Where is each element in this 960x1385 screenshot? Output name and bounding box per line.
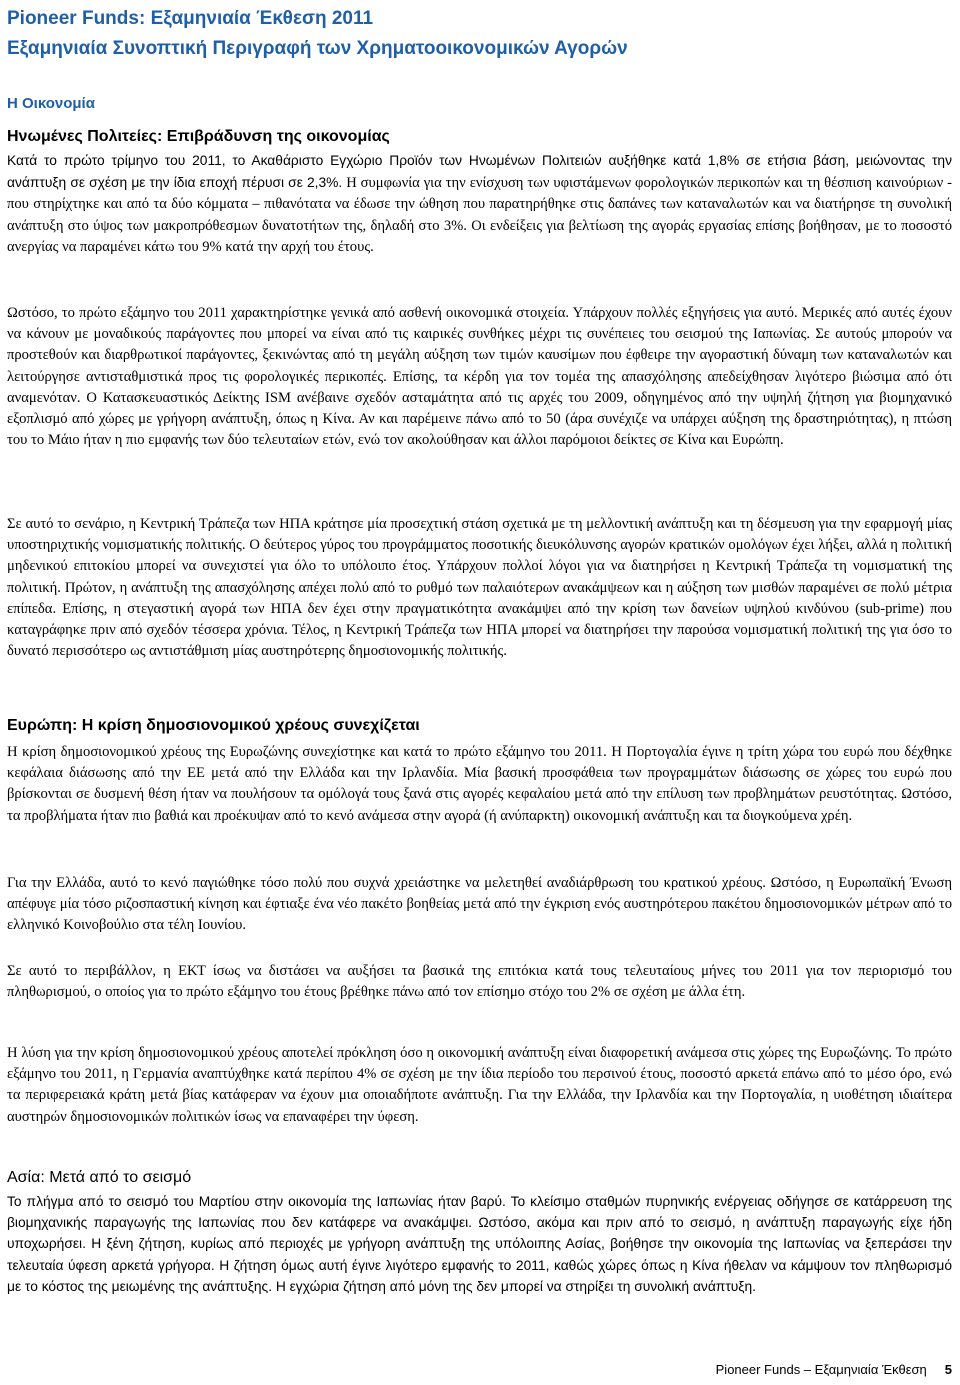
report-subtitle: Εξαμηνιαία Συνοπτική Περιγραφή των Χρηματοοικονομικών Αγορών	[7, 38, 628, 59]
usa-paragraph-2: Ωστόσο, το πρώτο εξάμηνο του 2011 χαρακτηρίστηκε γενικά από ασθενή οικονομικά στοιχεία. Υπάρχουν πολλές εξηγήσεις για αυτό. Μερικές από αυτές έχουν να κάνουν με μοναδικούς παράγοντες που μπορεί να είναι από τις καιρικές συνθήκες μέχρι τις συνέπειες του σεισμού της Ιαπωνίας. Σε αυτούς μπορούν να προστεθούν και διαρθρωτικοί παράγοντες, ξεκινώντας από τη μεγάλη αύξηση των τιμών καυσίμων που έφθειρε την αγοραστική δύναμη των καταναλωτών και λειτούργησε αντισταθμιστικά προς τις φορολογικές περικοπές. Επίσης, τα κέρδη για τον τομέα της απασχόλησης απεδείχθησαν λιγότερο βιώσιμα από ότι αναμενόταν. Ο Κατασκευαστικός Δείκτης ISM ανέβαινε σχεδόν ασταμάτητα από τις αρχές του 2009, οδηγημένος από την υψηλή ζήτηση για βιομηχανικό εξοπλισμό από χώρες με γρήγορη ανάπτυξη, όπως η Κίνα. Αν και παρέμεινε πάνω από το 50 (άρα συνέχιζε να υπάρχει αύξηση της δραστηριότητας), η πτώση του το Μάιο ήταν η πιο εμφανής των δύο τελευταίων ετών, ενώ τον ακολούθησαν και άλλοι παρόμοιοι δείκτες σε Κίνα και Ευρώπη.	[7, 305, 952, 449]
asia-paragraph-1: Το πλήγμα από το σεισμό του Μαρτίου στην οικονομία της Ιαπωνίας ήταν βαρύ. Το κλείσιμο σταθμών πυρηνικής ενέργειας οδήγησε σε κατάρρευση της βιομηχανικής παραγωγής της Ιαπωνίας που δεν κατάφερε να ανακάμψει. Ωστόσο, ακόμα και πριν από το σεισμό, η ανάπτυξη παραγωγής είχε ήδη υποχωρήσει. Η ξένη ζήτηση, κυρίως από περιοχές με γρήγορη ανάπτυξη της υπόλοιπης Ασίας, βοήθησε την οικονομία της Ιαπωνίας να ξεπεράσει την τελευταία ύφεση αρκετά γρήγορα. Η ζήτηση όμως αυτή έγινε λιγότερο εμφανής το 2011, καθώς χώρες όπως η Κίνα ήθελαν να κάμψουν τον πληθωρισμό με το κόστος της μειωμένης της ανάπτυξης. Η εγχώρια ζήτηση από μόνη της δεν μπορεί να στηρίξει τη συνολική ανάπτυξη.	[7, 1194, 952, 1294]
footer-text: Pioneer Funds – Εξαμηνιαία Έκθεση	[715, 1362, 927, 1377]
report-title: Pioneer Funds: Εξαμηνιαία Έκθεση 2011	[7, 8, 374, 29]
europe-paragraph-3: Σε αυτό το περιβάλλον, η ΕΚΤ ίσως να διστάσει να αυξήσει τα βασικά της επιτόκια κατά τους τελευταίους μήνες του 2011 για τον περιορισμό του πληθωρισμού, ο οποίος για το πρώτο εξάμηνο του έτους βρέθηκε πάνω από τον επίσημο στόχο του 2% σε σχέση με άλλα έτη.	[7, 963, 952, 1001]
usa-paragraph-1-rest: Η συμφωνία για την ενίσχυση των υφιστάμενων φορολογικών περικοπών και τη θέσπιση καινούριων - που στηρίχτηκε και από τα δύο κόμματα – πιθανότατα να έδωσε την ώθηση που παρατηρήθηκε στις δαπάνες των καταναλωτών και να διατήρησε τη συνολική ανάπτυξη στο ύψος των μακροπρόθεσμων δυνατοτήτων της, δηλαδή στο 3%. Οι ενδείξεις για βελτίωση της αγοράς εργασίας επίσης βοήθησαν, με το ποσοστό ανεργίας να παραμένει κάτω του 9% κατά την αρχή του έτους.	[7, 175, 952, 255]
page-number: 5	[944, 1362, 952, 1377]
europe-heading: Ευρώπη: Η κρίση δημοσιονομικού χρέους συνεχίζεται	[7, 717, 420, 734]
europe-paragraph-2: Για την Ελλάδα, αυτό το κενό παγιώθηκε τόσο πολύ που συχνά χρειάστηκε να μελετηθεί αναδιάρθρωση του κρατικού χρέους. Ωστόσο, η Ευρωπαϊκή Ένωση απέφυγε μία τόσο ριζοσπαστική κίνηση και έφτιαξε ένα νέο πακέτο βοηθείας μετά από την έγκριση ενός αυστηρότερου πακέτου δημοσιονομικών μέτρων από το ελληνικό Κοινοβούλιο στα τέλη Ιουνίου.	[7, 875, 952, 934]
usa-paragraph-1	[7, 150, 952, 258]
europe-paragraph-4: Η λύση για την κρίση δημοσιονομικού χρέους αποτελεί πρόκληση όσο η οικονομική ανάπτυξη είναι διαφορετική ανάμεσα στις χώρες της Ευρωζώνης. Το πρώτο εξάμηνο του 2011, η Γερμανία αναπτύχθηκε κατά περίπου 4% σε σχέση με την ίδια περίοδο του περσινού έτους, ποσοστό αρκετά επάνω από το μέσο όρο, ενώ τα περιφερειακά κράτη μετά βίας κατάφεραν να έχουν μια οποιαδήποτε ανάπτυξη. Για την Ελλάδα, την Ιρλανδία και την Πορτογαλία, η υιοθέτηση ιδιαίτερα αυστηρών δημοσιονομικών πολιτικών ίσως να επαναφέρει την ύφεση.	[7, 1045, 952, 1125]
page-footer	[716, 1362, 952, 1377]
asia-heading: Ασία: Μετά από το σεισμό	[7, 1169, 192, 1186]
usa-paragraph-1-intro: Κατά το πρώτο τρίμηνο του 2011, το Ακαθάριστο Εγχώριο Προϊόν των Ηνωμένων Πολιτειών αυξήθηκε κατά 1,8% σε ετήσια βάση, μειώνοντας την ανάπτυξη σε σχέση με την ίδια εποχή πέρυσι σε 2,3%.	[7, 153, 952, 191]
usa-paragraph-3: Σε αυτό το σενάριο, η Κεντρική Τράπεζα των ΗΠΑ κράτησε μία προσεχτική στάση σχετικά με τη μελλοντική ανάπτυξη και τη δέσμευση για την εφαρμογή μίας υποστηριχτικής νομισματικής πολιτικής. Ο δεύτερος γύρος του προγράμματος ποσοτικής διευκόλυνσης αγορών κρατικών ομολόγων έχει λήξει, αλλά η πολιτική μηδενικού επιτοκίου μπορεί να συνεχιστεί για όλο το υπόλοιπο έτος. Υπάρχουν πολλοί λόγοι για να διατηρήσει η Κεντρική Τράπεζα τη νομισματική της πολιτική. Πρώτον, η ανάπτυξη της απασχόλησης απέχει πολύ από το ρυθμό των παλαιότερων ανακάμψεων και η αύξηση των μισθών παραμένει σε πολύ μέτρια επίπεδα. Επίσης, η στεγαστική αγορά των ΗΠΑ δεν έχει στην πραγματικότητα ανακάμψει από την κρίση των δανείων υψηλού κινδύνου (sub-prime) που καταγράφηκε πριν από σχεδόν τέσσερα χρόνια. Τέλος, η Κεντρική Τράπεζα των ΗΠΑ μπορεί να διατηρήσει την παρούσα νομισματική πολιτική της για όσο το δυνατό περισσότερο ως αντιστάθμιση μίας αυστηρότερης δημοσιονομικής πολιτικής.	[7, 516, 952, 660]
section-label: Η Οικονομία	[7, 95, 95, 112]
usa-heading: Ηνωμένες Πολιτείες: Επιβράδυνση της οικονομίας	[7, 128, 390, 145]
europe-paragraph-1: Η κρίση δημοσιονομικού χρέους της Ευρωζώνης συνεχίστηκε και κατά το πρώτο εξάμηνο του 2011. Η Πορτογαλία έγινε η τρίτη χώρα του ευρώ που δέχθηκε κεφάλαια διάσωσης από την ΕΕ μετά από την Ελλάδα και την Ιρλανδία. Μία βασική προσφάθεια των προγραμμάτων διάσωσης σε χώρες του ευρώ που βρίσκονται σε δυσμενή θέση ήταν να πουλήσουν τα ομόλογά τους ξανά στις αγορές κεφαλαίου μετά από την επίλυση των προβλημάτων ρευστότητας. Ωστόσο, τα προβλήματα ήταν πιο βαθιά και προέκυψαν από το κενό ανάμεσα στην αγορά (ή ανύπαρκτη) οικονομική ανάπτυξη και τα διογκούμενα χρέη.	[7, 744, 952, 824]
